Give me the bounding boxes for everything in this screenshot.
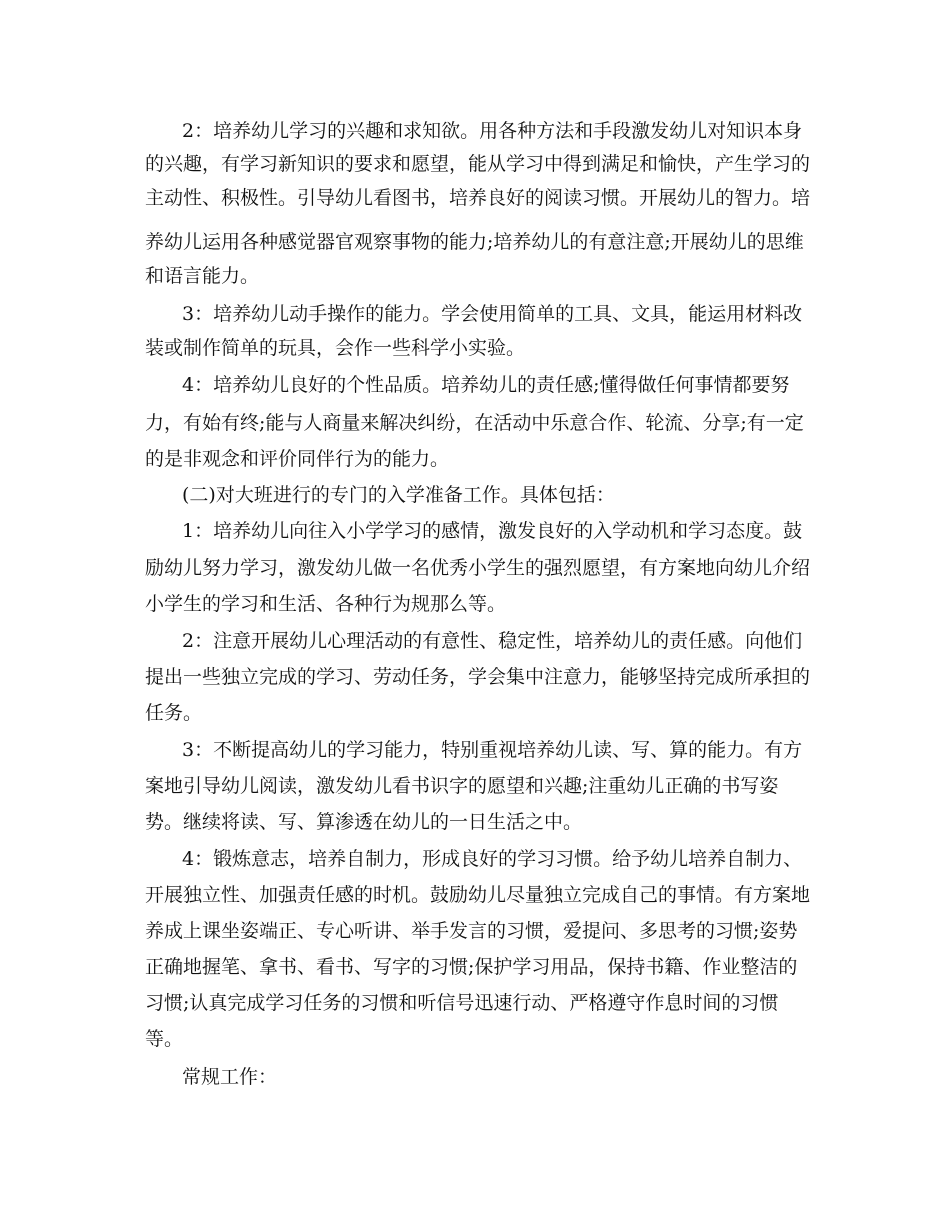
text-line: 3：不断提高幼儿的学习能力，特别重视培养幼儿读、写、算的能力。有方 bbox=[182, 739, 803, 761]
text-line: 等。 bbox=[145, 1028, 184, 1050]
text-line: 4：培养幼儿良好的个性品质。培养幼儿的责任感;懂得做任何事情都要努 bbox=[182, 374, 790, 396]
text-line: 小学生的学习和生活、各种行为规那么等。 bbox=[145, 593, 507, 615]
text-line: 势。继续将读、写、算渗透在幼儿的一日生活之中。 bbox=[145, 811, 583, 833]
section-heading: (二)对大班进行的专门的入学准备工作。具体包括： bbox=[182, 484, 615, 506]
text-line: 励幼儿努力学习，激发幼儿做一名优秀小学生的强烈愿望，有方案地向幼儿介绍 bbox=[145, 557, 811, 579]
text-line: 4：锻炼意志，培养自制力，形成良好的学习习惯。给予幼儿培养自制力、 bbox=[182, 848, 803, 870]
text-line: 案地引导幼儿阅读，激发幼儿看书识字的愿望和兴趣;注重幼儿正确的书写姿 bbox=[145, 775, 779, 797]
text-line: 1：培养幼儿向往入小学学习的感情，激发良好的入学动机和学习态度。鼓 bbox=[182, 520, 803, 542]
text-line: 习惯;认真完成学习任务的习惯和听信号迅速行动、严格遵守作息时间的习惯 bbox=[145, 992, 779, 1014]
text-line: 开展独立性、加强责任感的时机。鼓励幼儿尽量独立完成自己的事情。有方案地 bbox=[145, 884, 811, 906]
text-line: 和语言能力。 bbox=[145, 265, 260, 287]
text-line: 主动性、积极性。引导幼儿看图书，培养良好的阅读习惯。开展幼儿的智力。培 bbox=[145, 187, 811, 209]
text-line: 养成上课坐姿端正、专心听讲、举手发言的习惯，爱提问、多思考的习惯;姿势 bbox=[145, 920, 798, 942]
text-line: 任务。 bbox=[145, 702, 203, 724]
text-line: 3：培养幼儿动手操作的能力。学会使用简单的工具、文具，能运用材料改 bbox=[182, 303, 803, 325]
text-line: 2：培养幼儿学习的兴趣和求知欲。用各种方法和手段激发幼儿对知识本身 bbox=[182, 120, 803, 142]
text-line: 的兴趣，有学习新知识的要求和愿望，能从学习中得到满足和愉快，产生学习的 bbox=[145, 153, 811, 175]
text-line: 正确地握笔、拿书、看书、写字的习惯;保护学习用品，保持书籍、作业整洁的 bbox=[145, 956, 798, 978]
section-heading: 常规工作： bbox=[182, 1066, 278, 1088]
text-line: 装或制作简单的玩具，会作一些科学小实验。 bbox=[145, 337, 526, 359]
text-line: 养幼儿运用各种感觉器官观察事物的能力;培养幼儿的有意注意;开展幼儿的思维 bbox=[145, 231, 804, 253]
text-line: 提出一些独立完成的学习、劳动任务，学会集中注意力，能够坚持完成所承担的 bbox=[145, 666, 811, 688]
text-line: 力，有始有终;能与人商量来解决纠纷，在活动中乐意合作、轮流、分享;有一定 bbox=[145, 412, 804, 434]
text-line: 的是非观念和评价同伴行为的能力。 bbox=[145, 448, 450, 470]
text-line: 2：注意开展幼儿心理活动的有意性、稳定性，培养幼儿的责任感。向他们 bbox=[182, 630, 803, 652]
